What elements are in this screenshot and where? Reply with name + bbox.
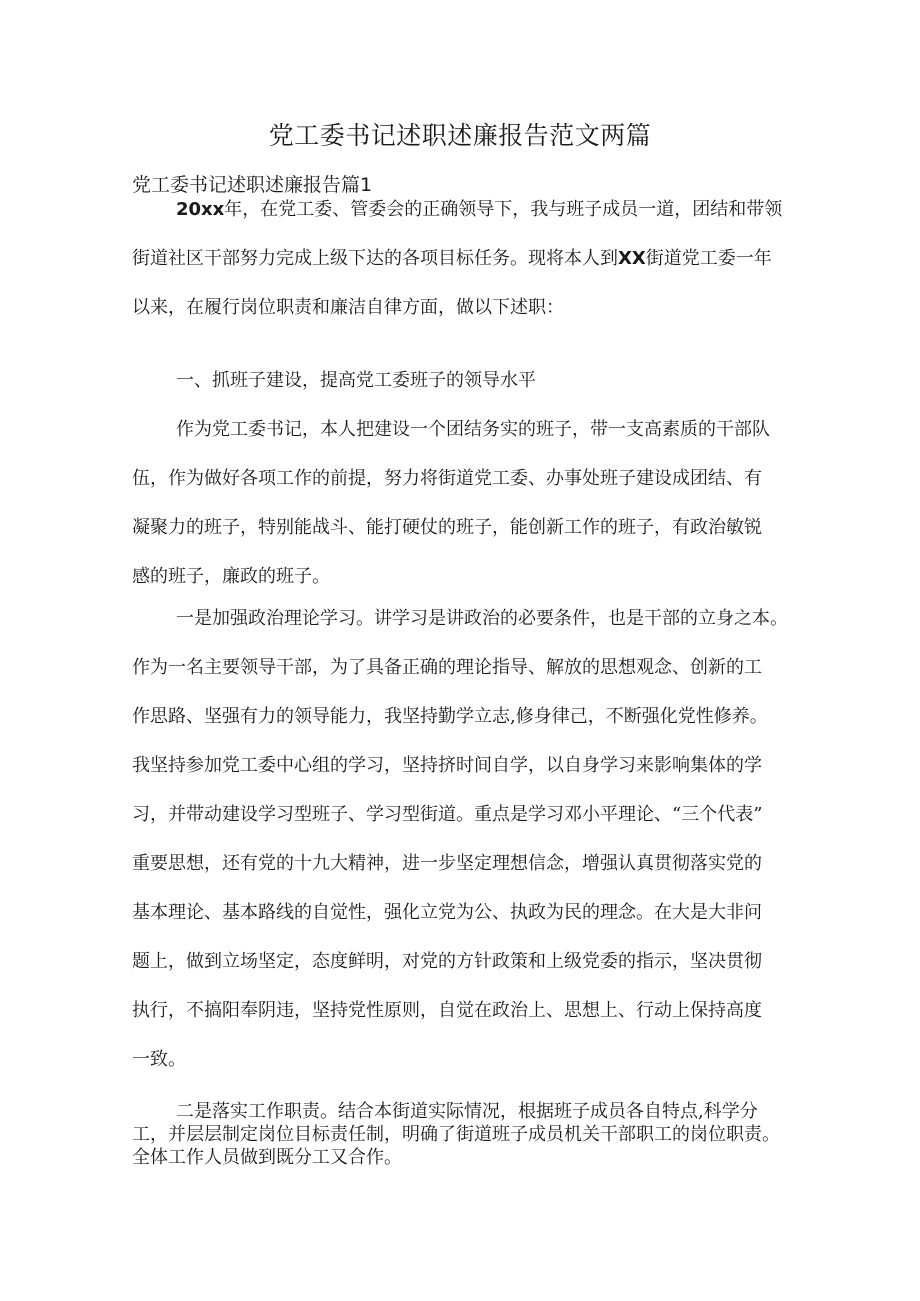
paragraph-line: 伍，作为做好各项工作的前提，努力将街道党工委、办事处班子建设成团结、有 — [132, 468, 762, 489]
paragraph-line: 以来，在履行岗位职责和廉洁自律方面，做以下述职： — [132, 297, 564, 318]
paragraph-line: 一、抓班子建设，提高党工委班子的领导水平 — [176, 370, 536, 391]
paragraph-line: 作为一名主要领导干部，为了具备正确的理论指导、解放的思想观念、创新的工 — [132, 657, 762, 678]
paragraph-line: 作思路、坚强有力的领导能力，我坚持勤学立志,修身律己，不断强化党性修养。 — [132, 706, 768, 727]
paragraph-line: 基本理论、基本路线的自觉性，强化立党为公、执政为民的理念。在大是大非问 — [132, 902, 762, 923]
document-title: 党工委书记述职述廉报告范文两篇 — [268, 121, 652, 150]
paragraph-team-building — [132, 405, 792, 601]
paragraph-line: 习，并带动建设学习型班子、学习型街道。重点是学习邓小平理论、“三个代表” — [132, 804, 763, 825]
paragraph-responsibilities — [132, 1100, 792, 1169]
paragraph-line: 20xx年，在党工委、管委会的正确领导下，我与班子成员一道，团结和带领 — [176, 199, 783, 220]
paragraph-line: 我坚持参加党工委中心组的学习，坚持挤时间自学，以自身学习来影响集体的学 — [132, 755, 762, 776]
paragraph-line: 凝聚力的班子，特别能战斗、能打硬仗的班子，能创新工作的班子，有政治敏锐 — [132, 517, 762, 538]
paragraph-line: 一致。 — [132, 1049, 186, 1070]
paragraph-line: 二是落实工作职责。结合本街道实际情况，根据班子成员各自特点,科学分 — [176, 1101, 758, 1122]
paragraph-political-study — [132, 594, 792, 1084]
paragraph-line: 重要思想，还有党的十九大精神，进一步坚定理想信念，增强认真贯彻落实党的 — [132, 853, 762, 874]
paragraph-line: 执行，不搞阳奉阴违，坚持党性原则，自觉在政治上、思想上、行动上保持高度 — [132, 1000, 762, 1021]
paragraph-subheading — [132, 356, 792, 405]
paragraph-intro — [132, 185, 792, 332]
paragraph-line: 作为党工委书记，本人把建设一个团结务实的班子，带一支高素质的干部队 — [176, 419, 770, 440]
paragraph-line: 感的班子，廉政的班子。 — [132, 566, 330, 587]
paragraph-line: 工，并层层制定岗位目标责任制，明确了街道班子成员机关干部职工的岗位职责。 — [132, 1124, 780, 1145]
year-text: 20xx — [176, 199, 225, 220]
paragraph-line: 题上，做到立场坚定，态度鲜明，对党的方针政策和上级党委的指示，坚决贯彻 — [132, 951, 762, 972]
paragraph-line: 街道社区干部努力完成上级下达的各项目标任务。现将本人到XX街道党工委一年 — [132, 248, 772, 269]
section-heading: 党工委书记述职述廉报告篇1 — [132, 174, 373, 196]
placeholder-text: XX — [618, 248, 646, 269]
paragraph-line: 全体工作人员做到既分工又合作。 — [132, 1147, 402, 1168]
paragraph-line: 一是加强政治理论学习。讲学习是讲政治的必要条件，也是干部的立身之本。 — [176, 608, 788, 629]
